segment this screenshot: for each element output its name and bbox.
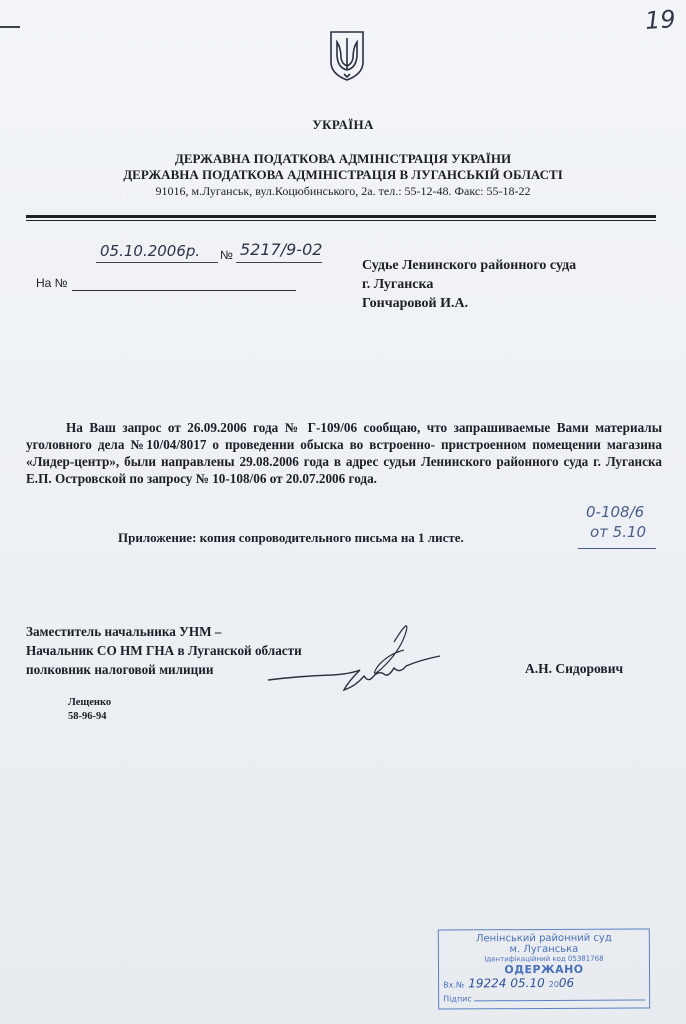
stamp-sign-row — [439, 989, 649, 1003]
stamp-incoming-row — [439, 975, 649, 990]
header-rule — [26, 215, 656, 218]
addressee-line-2: г. Луганска — [362, 277, 434, 292]
stamp-id-code: Ідентифікаційний код 05381768 — [484, 954, 604, 964]
stamp-court-name: Ленінський районний суд — [475, 932, 612, 945]
executor-phone: 58-96-94 — [68, 711, 107, 722]
stamp-incoming-label: Вх.№ — [443, 980, 465, 990]
executor-info — [68, 696, 111, 724]
addressee-line-3: Гончаровой И.А. — [362, 296, 469, 311]
handwritten-note-2: от 5.10 — [590, 523, 647, 541]
executor-name: Лещенко — [68, 697, 112, 708]
letter-body: На Ваш запрос от 26.09.2006 года № Г-109/06 сообщаю, что запрашиваемые Вами материалы уголовного дела №10/04/8017 о проведении обыска во встроенно- пристроенном помещении магазина «Лидер-центр», были направлены 29.08.2006 года в адрес судьи Ленинского районного суда г. Луганска Е.П. Островской по запросу № 10-108/06 от 20.07.2006 года. — [26, 420, 662, 486]
attachment-note: Приложение: копия сопроводительного письма на 1 листе. — [118, 530, 464, 545]
stamp-received-label: ОДЕРЖАНО — [504, 962, 584, 977]
handwritten-registration — [586, 502, 646, 542]
page-number: 19 — [644, 4, 677, 36]
reply-to-line — [72, 290, 296, 291]
trident-emblem-icon — [328, 30, 366, 82]
stamp-sign-line — [474, 989, 645, 1001]
stamp-year: 06 — [558, 975, 575, 990]
outgoing-number: 5217/9-02 — [240, 240, 323, 259]
org-address: 91016, м.Луганськ, вул.Коцюбинського, 2а. тел.: 55-12-48. Факс: 55-18-22 — [155, 184, 531, 198]
signer-name: А.Н. Сидорович — [525, 661, 624, 676]
outgoing-date: 05.10.2006р. — [100, 242, 201, 260]
reply-to-label: На № — [36, 276, 68, 290]
addressee-line-1: Судье Ленинского районного суда — [362, 258, 577, 273]
signer-title-3: полковник налоговой милиции — [26, 662, 214, 677]
signer-title-2: Начальник СО НМ ГНА в Луганской области — [26, 643, 302, 658]
org-line-2: ДЕРЖАВНА ПОДАТКОВА АДМІНІСТРАЦІЯ В ЛУГАНСЬКІЙ ОБЛАСТІ — [123, 167, 563, 182]
header-rule-thin — [26, 220, 656, 221]
stamp-incoming-number: 19224 — [468, 976, 507, 991]
handwritten-note-1: 0-108/6 — [586, 503, 645, 521]
stamp-sign-label: Підпис — [443, 994, 472, 1004]
stamp-incoming-date: 05.10 — [510, 975, 545, 991]
edge-mark — [0, 26, 20, 28]
number-underline — [236, 262, 322, 263]
stamp-city: м. Луганська — [509, 943, 579, 956]
outgoing-number-label: № — [220, 248, 233, 262]
org-line-1: ДЕРЖАВНА ПОДАТКОВА АДМІНІСТРАЦІЯ УКРАЇНИ — [174, 151, 512, 166]
handwritten-signature — [260, 612, 460, 702]
date-underline — [96, 262, 218, 263]
handwritten-underline — [578, 548, 656, 549]
stamp-year-prefix: 20 — [548, 979, 559, 989]
signer-title-1: Заместитель начальника УНМ – — [26, 624, 222, 639]
received-stamp — [438, 928, 650, 1009]
country-title: УКРАЇНА — [312, 117, 374, 132]
